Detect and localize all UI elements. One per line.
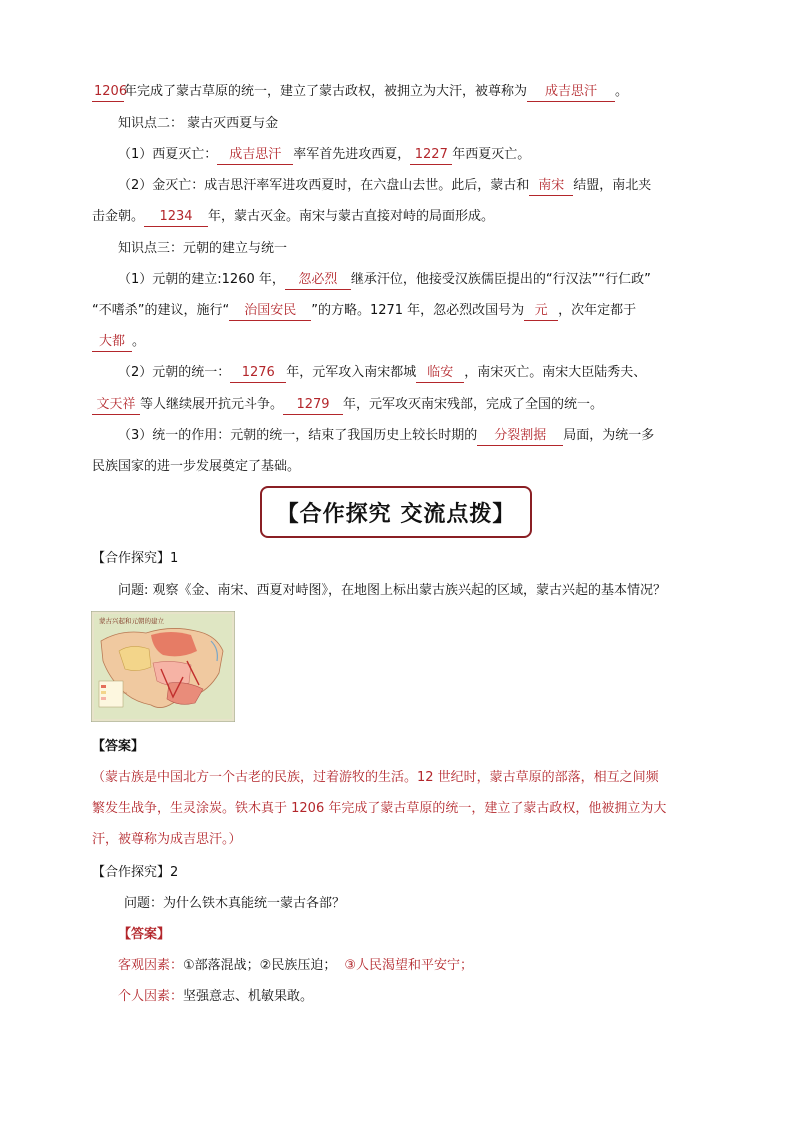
coop2-question: 问题：为什么铁木真能统一蒙古各部？ bbox=[124, 896, 346, 911]
blank-ruler: 忽必烈 bbox=[285, 271, 351, 290]
blank-1206: 1206 bbox=[92, 83, 124, 102]
paragraph-effect-1: （3）统一的作用：元朝的统一，结束了我国历史上较长时期的 分裂割据 局面，为统一多 bbox=[118, 427, 654, 446]
blank-city: 临安 bbox=[416, 364, 464, 383]
coop2-personal: 个人因素：坚强意志、机敏果敢。 bbox=[118, 989, 314, 1004]
paragraph-yuan-3: 大都 。 bbox=[92, 333, 145, 352]
coop1-answer-line-1: （蒙古族是中国北方一个古老的民族，过着游牧的生活。12 世纪时，蒙古草原的部落，相互之间频 bbox=[92, 770, 659, 785]
coop1-question: 问题: 观察《金、南宋、西夏对峙图》，在地图上标出蒙古族兴起的区域，蒙古兴起的基本情况？ bbox=[118, 583, 667, 598]
paragraph-xixia: （1）西夏灭亡： 成吉思汗 率军首先进攻西夏， 1227 年西夏灭亡。 bbox=[118, 146, 530, 165]
blank-1227: 1227 bbox=[410, 146, 452, 165]
coop1-label: 【合作探究】1 bbox=[92, 551, 179, 566]
coop2-objective: 客观因素：①部落混战；②民族压迫； ③人民渴望和平安宁； bbox=[118, 958, 473, 973]
blank-policy: 治国安民 bbox=[229, 302, 311, 321]
blank-1234: 1234 bbox=[144, 208, 208, 227]
blank-yuan: 元 bbox=[524, 302, 558, 321]
paragraph-yuan-2: “不嗜杀”的建议，施行“ 治国安民 ”的方略。1271 年，忽必烈改国号为 元 ，次年定都于 bbox=[92, 302, 636, 321]
map-image bbox=[91, 611, 235, 722]
section-title: 【合作探究 交流点拨】 bbox=[276, 501, 516, 527]
paragraph-jin-2: 击金朝。 1234 年，蒙古灭金。南宋与蒙古直接对峙的局面形成。 bbox=[92, 208, 494, 227]
map-title: 蒙古兴起和元朝的建立 bbox=[99, 617, 164, 625]
paragraph-unify-2: 文天祥 等人继续展开抗元斗争。 1279 年，元军攻灭南宋残部，完成了全国的统一。 bbox=[92, 396, 603, 415]
paragraph-jin-1: （2）金灭亡：成吉思汗率军进攻西夏时，在六盘山去世。此后，蒙古和 南宋 结盟，南北夹 bbox=[118, 177, 651, 196]
heading-kp3: 知识点三：元朝的建立与统一 bbox=[118, 241, 288, 256]
coop1-answer-line-2: 繁发生战争，生灵涂炭。铁木真于 1206 年完成了蒙古草原的统一，建立了蒙古政权，他被拥立为大 bbox=[92, 801, 667, 816]
paragraph-unify-1: （2）元朝的统一： 1276 年，元军攻入南宋都城 临安 ，南宋灭亡。南宋大臣陆秀夫、 bbox=[118, 364, 646, 383]
blank-leader: 成吉思汗 bbox=[217, 146, 293, 165]
paragraph-temujin: 1206年完成了蒙古草原的统一，建立了蒙古政权，被拥立为大汗，被尊称为 成吉思汗 。 bbox=[92, 83, 628, 102]
paragraph-effect-2: 民族国家的进一步发展奠定了基础。 bbox=[92, 459, 301, 474]
coop2-label: 【合作探究】2 bbox=[92, 865, 179, 880]
blank-1279: 1279 bbox=[283, 396, 343, 415]
heading-kp2: 知识点二： 蒙古灭西夏与金 bbox=[118, 116, 279, 131]
blank-state: 分裂割据 bbox=[477, 427, 563, 446]
blank-ally: 南宋 bbox=[529, 177, 573, 196]
paragraph-yuan-1: （1）元朝的建立:1260 年， 忽必烈 继承汗位，他接受汉族儒臣提出的“行汉法”“行仁政” bbox=[118, 271, 651, 290]
blank-1276: 1276 bbox=[230, 364, 286, 383]
blank-capital: 大都 bbox=[92, 333, 132, 352]
blank-person: 文天祥 bbox=[92, 396, 140, 415]
map-graphic bbox=[91, 611, 235, 722]
section-title-box bbox=[260, 486, 532, 538]
coop2-answer-label: 【答案】 bbox=[118, 927, 171, 942]
coop1-answer-line-3: 汗，被尊称为成吉思汗。） bbox=[92, 832, 242, 847]
coop1-answer-label: 【答案】 bbox=[92, 739, 145, 754]
blank-genghis: 成吉思汗 bbox=[527, 83, 615, 102]
